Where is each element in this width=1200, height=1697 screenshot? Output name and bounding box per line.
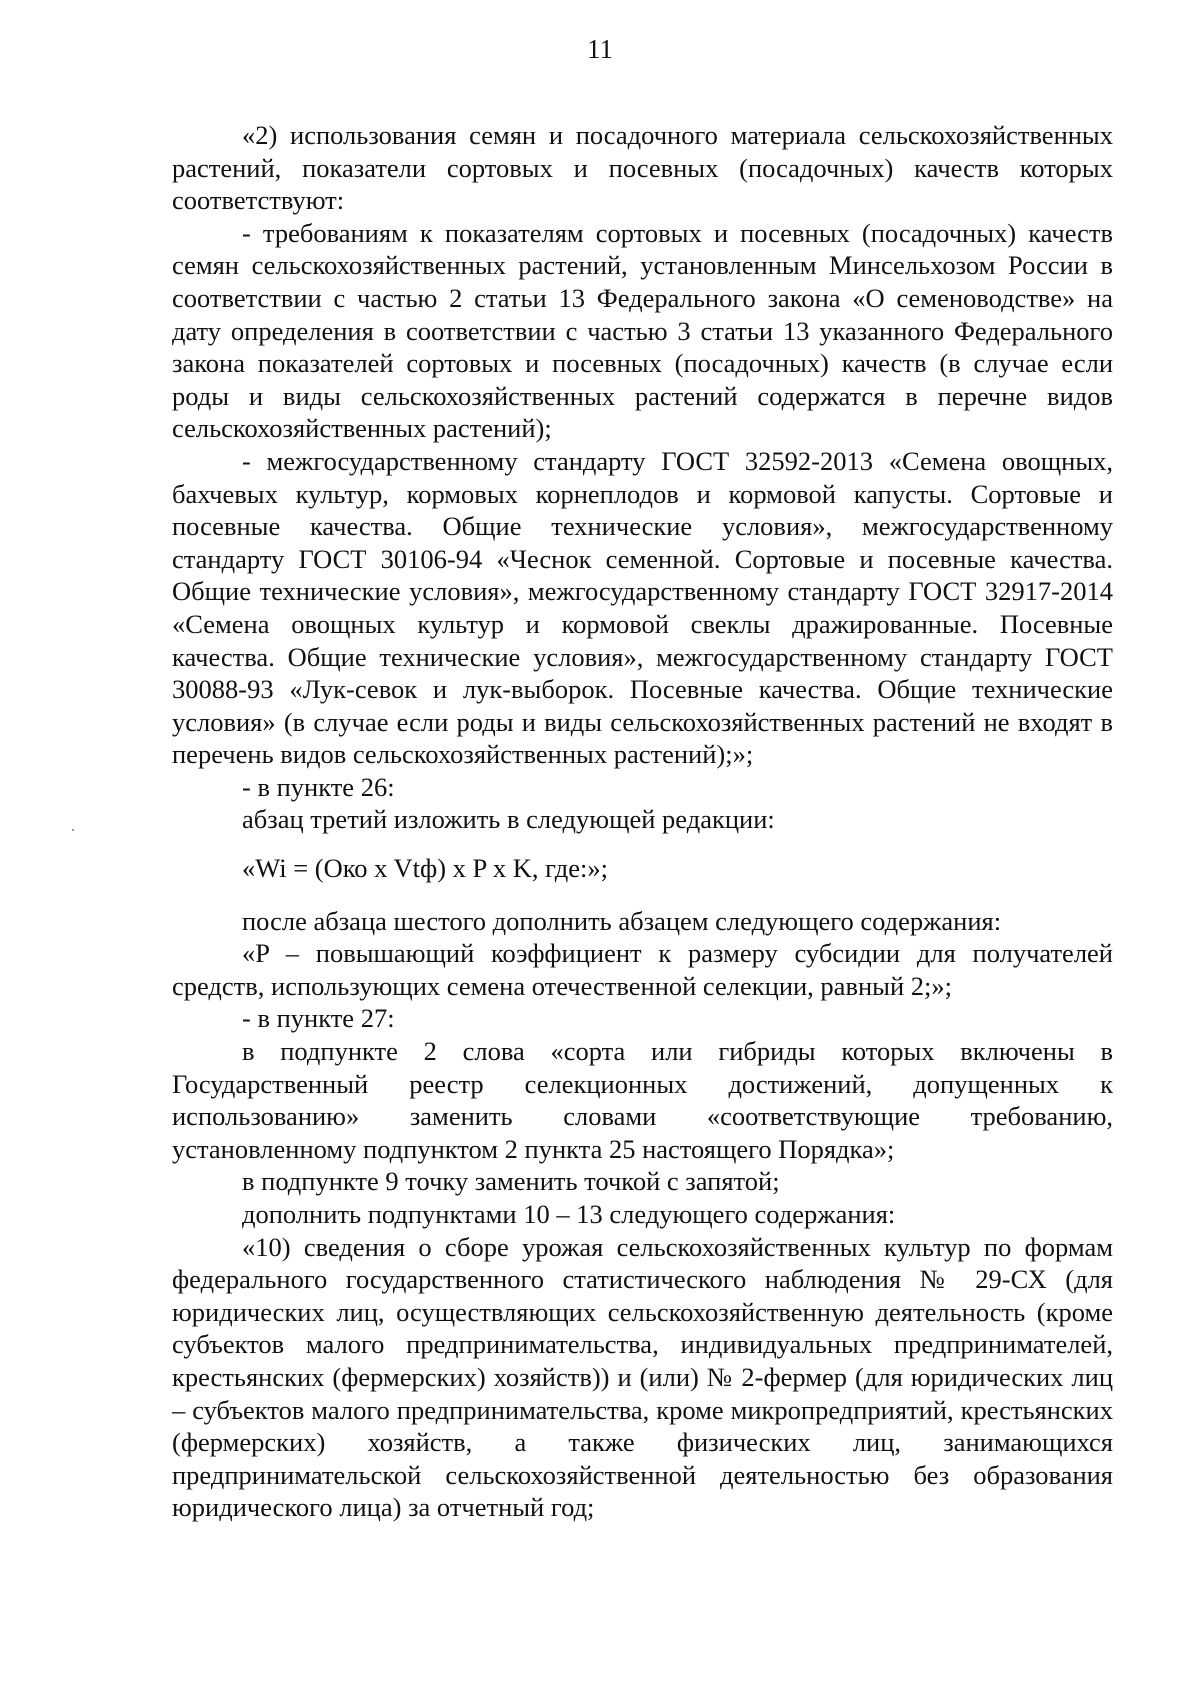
- paragraph-coefficient-p: «P – повышающий коэффициент к размеру субсидии для получателей средств, использующих семена отечественной селекции, равный 2;»;: [172, 938, 1113, 1001]
- paragraph-third-abzac: абзац третий изложить в следующей редакции:: [242, 804, 775, 835]
- paragraph-after-sixth: после абзаца шестого дополнить абзацем следующего содержания:: [242, 905, 1002, 936]
- paragraph-add-subitems: дополнить подпунктами 10 – 13 следующего содержания:: [242, 1199, 896, 1229]
- paragraph-subitem-10: «10) сведения о сборе урожая сельскохозяйственных культур по формам федерального государственного статистического наблюдения № 29-СХ (для юридических лиц, осуществляющих сельскохозяйственную деятельность (кроме субъектов малого предпринимательства, индивидуальных предпринимателей, крестьянских (фермерских) хозяйств)) и (или) № 2-фермер (для юридических лиц – субъектов малого предпринимательства, кроме микропредприятий, крестьянских (фермерских) хозяйств, а также физических лиц, занимающихся предпринимательской сельскохозяйственной деятельностью без образования юридического лица) за отчетный год;: [172, 1231, 1113, 1523]
- document-body: [172, 119, 1113, 1524]
- paragraph-requirements-indicators: - требованиям к показателям сортовых и посевных (посадочных) качеств семян сельскохозяйственных растений, установленным Минсельхозом России в соответствии с частью 2 статьи 13 Федерального закона «О семеноводстве» на дату определения в соответствии с частью 3 статьи 13 указанного Федерального закона показателей сортовых и посевных (посадочных) качеств (в случае если роды и виды сельскохозяйственных растений содержатся в перечне видов сельскохозяйственных растений);: [172, 217, 1113, 444]
- scan-artifact-dot: [72, 829, 74, 831]
- paragraph-item-26: - в пункте 26:: [242, 771, 395, 802]
- page-number: 11: [587, 34, 613, 64]
- paragraph-seeds-usage: «2) использования семян и посадочного материала сельскохозяйственных растений, показатели сортовых и посевных (посадочных) качеств которых соответствуют:: [172, 120, 1113, 216]
- paragraph-gost-standards: - межгосударственному стандарту ГОСТ 32592-2013 «Семена овощных, бахчевых культур, кормовых корнеплодов и кормовой капусты. Сортовые и посевные качества. Общие технические условия», межгосударственному стандарту ГОСТ 30106-94 «Чеснок семенной. Сортовые и посевные качества. Общие технические условия», межгосударственному стандарту ГОСТ 32917-2014 «Семена овощных культур и кормовой свеклы дражированные. Посевные качества. Общие технические условия», межгосударственному стандарту ГОСТ 30088-93 «Лук-севок и лук-выборок. Посевные качества. Общие технические условия» (в случае если роды и виды сельскохозяйственных растений не входят в перечень видов сельскохозяйственных растений);»;: [172, 445, 1113, 770]
- paragraph-formula: «Wi = (Око x Vtф) x P x K, где:»;: [242, 853, 608, 884]
- paragraph-subitem-9: в подпункте 9 точку заменить точкой с запятой;: [242, 1166, 780, 1197]
- paragraph-item-27: - в пункте 27:: [242, 1003, 395, 1034]
- paragraph-subitem-2: в подпункте 2 слова «сорта или гибриды которых включены в Государственный реестр селекционных достижений, допущенных к использованию» заменить словами «соответствующие требованию, установленному подпунктом 2 пункта 25 настоящего Порядка»;: [172, 1036, 1113, 1164]
